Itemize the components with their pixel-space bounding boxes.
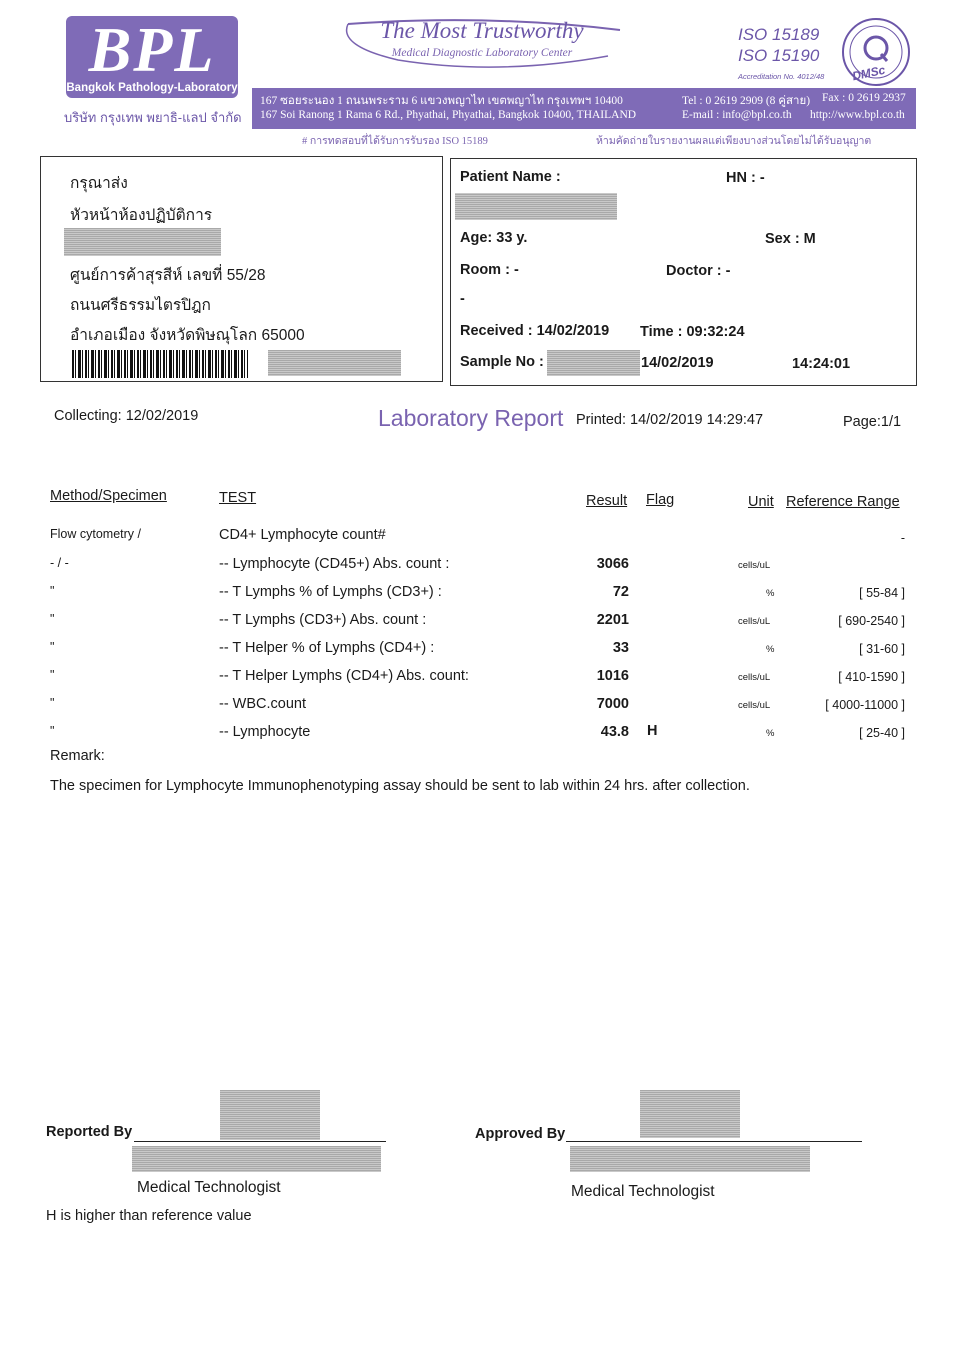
flag-footnote: H is higher than reference value	[46, 1208, 252, 1224]
tagline-sub: Medical Diagnostic Laboratory Center	[391, 47, 573, 59]
table-row	[0, 668, 960, 696]
recipient-line-1: กรุณาส่ง	[70, 175, 128, 192]
redacted-approver-signature	[640, 1090, 740, 1138]
redacted-barcode-number	[268, 350, 401, 376]
accreditation-number: Accreditation No. 4012/48	[738, 72, 825, 81]
sample-time: 14:24:01	[792, 356, 851, 372]
certification-note: # การทดสอบที่ได้รับการรับรอง ISO 15189	[302, 136, 488, 147]
row-test: -- T Lymphs (CD3+) Abs. count :	[219, 612, 427, 628]
row-test: -- WBC.count	[219, 696, 307, 712]
sex-field: Sex : M	[765, 231, 816, 247]
redacted-approver-name	[570, 1146, 810, 1172]
tagline: The Most Trustworthy	[380, 18, 584, 43]
address-thai: 167 ซอยระนอง 1 ถนนพระราม 6 แขวงพญาไท เขตพญาไท กรุงเทพฯ 10400	[260, 95, 623, 107]
row-test: -- T Helper % of Lymphs (CD4+) :	[219, 640, 435, 656]
collecting-date: Collecting: 12/02/2019	[54, 408, 199, 424]
bpl-logo	[66, 16, 238, 98]
email: E-mail : info@bpl.co.th	[682, 109, 792, 121]
fax: Fax : 0 2619 2937	[822, 92, 906, 104]
doctor-field: Doctor : -	[666, 263, 731, 279]
page-number: Page:1/1	[843, 414, 902, 430]
redacted-reporter-name	[132, 1146, 381, 1172]
row-unit: cells/uL	[738, 560, 771, 571]
row-result: 33	[612, 640, 629, 656]
table-row	[0, 696, 960, 724]
sample-no-label: Sample No :	[460, 354, 544, 370]
row-result: 7000	[596, 696, 629, 712]
row-test: -- Lymphocyte	[219, 724, 311, 740]
redacted-sample-number	[547, 350, 640, 376]
company-name-thai: บริษัท กรุงเทพ พยาธิ-แลป จำกัด	[64, 110, 242, 125]
remark-text: The specimen for Lymphocyte Immunophenotyping assay should be sent to lab within 24 hrs. after collection.	[50, 778, 750, 794]
row-test: -- Lymphocyte (CD45+) Abs. count :	[219, 556, 450, 572]
table-row	[0, 640, 960, 668]
remark-label: Remark:	[50, 748, 105, 764]
redacted-reporter-signature	[220, 1090, 320, 1140]
column-header-unit: Unit	[748, 494, 774, 510]
row-reference-range: [ 4000-11000 ]	[825, 698, 905, 712]
row-method: Flow cytometry /	[50, 527, 141, 541]
patient-name-label: Patient Name :	[460, 169, 561, 185]
row-result: 1016	[596, 668, 629, 684]
row-method: "	[50, 724, 55, 738]
redacted-patient-name	[455, 193, 617, 220]
recipient-line-3: ศูนย์การค้าสุรสีห์ เลขที่ 55/28	[70, 267, 266, 284]
row-reference-range: [ 410-1590 ]	[838, 670, 905, 684]
approver-role: Medical Technologist	[571, 1183, 715, 1200]
recipient-line-5: อำเภอเมือง จังหวัดพิษณุโลก 65000	[70, 327, 305, 344]
iso-15189: ISO 15189	[738, 25, 820, 44]
row-unit: %	[766, 728, 775, 739]
hn-field: HN : -	[726, 170, 765, 186]
column-header-flag: Flag	[646, 492, 675, 508]
row-test: -- T Lymphs % of Lymphs (CD3+) :	[219, 584, 442, 600]
row-unit: cells/uL	[738, 672, 771, 683]
iso-15190: ISO 15190	[738, 46, 820, 65]
row-result: 3066	[596, 556, 629, 572]
row-result: 72	[612, 584, 629, 600]
row-result: 43.8	[600, 724, 629, 740]
seal-text: DMSc	[850, 62, 887, 84]
row-unit: %	[766, 644, 775, 655]
row-unit: cells/uL	[738, 616, 771, 627]
table-row	[0, 612, 960, 640]
copy-restriction-note: ห้ามคัดถ่ายใบรายงานผลแต่เพียงบางส่วนโดยไม่ได้รับอนุญาต	[596, 136, 872, 147]
table-row	[0, 724, 960, 752]
sample-date: 14/02/2019	[641, 355, 714, 371]
row-unit: cells/uL	[738, 700, 771, 711]
phone: Tel : 0 2619 2909 (8 คู่สาย)	[682, 95, 811, 107]
row-test: CD4+ Lymphocyte count#	[219, 527, 386, 543]
address-english: 167 Soi Ranong 1 Rama 6 Rd., Phyathai, Phyathai, Bangkok 10400, THAILAND	[260, 109, 637, 121]
row-method: "	[50, 640, 55, 654]
barcode	[72, 350, 248, 378]
recipient-line-2: หัวหน้าห้องปฏิบัติการ	[70, 207, 213, 224]
row-reference-range: [ 690-2540 ]	[838, 614, 905, 628]
redacted-recipient-name	[64, 228, 221, 256]
logo-text: BPL	[88, 14, 216, 85]
column-header-test: TEST	[219, 490, 257, 506]
row-reference-range: -	[900, 531, 905, 545]
row-test: -- T Helper Lymphs (CD4+) Abs. count:	[219, 668, 469, 684]
reported-by-label: Reported By	[46, 1124, 133, 1140]
age-field: Age: 33 y.	[460, 230, 528, 246]
dash-field: -	[460, 291, 465, 307]
row-method: - / -	[50, 556, 69, 570]
row-reference-range: [ 25-40 ]	[859, 726, 905, 740]
column-header-result: Result	[586, 493, 628, 509]
row-method: "	[50, 612, 55, 626]
address-bar	[252, 88, 916, 129]
approved-by-label: Approved By	[475, 1126, 566, 1142]
time-field: Time : 09:32:24	[640, 324, 745, 340]
column-header-reference-range: Reference Range	[786, 494, 900, 510]
row-reference-range: [ 55-84 ]	[859, 586, 905, 600]
website-link[interactable]: http://www.bpl.co.th	[810, 109, 905, 121]
row-method: "	[50, 696, 55, 710]
row-method: "	[50, 584, 55, 598]
row-reference-range: [ 31-60 ]	[859, 642, 905, 656]
row-result: 2201	[596, 612, 629, 628]
report-title: Laboratory Report	[378, 405, 564, 431]
row-flag: H	[647, 723, 658, 739]
reporter-role: Medical Technologist	[137, 1179, 281, 1196]
column-header-method: Method/Specimen	[50, 488, 167, 504]
table-row	[0, 527, 960, 555]
row-method: "	[50, 668, 55, 682]
table-row	[0, 556, 960, 584]
reported-by-signature-line	[134, 1141, 386, 1142]
recipient-line-4: ถนนศรีธรรมไตรปิฎก	[70, 297, 211, 314]
room-field: Room : -	[460, 262, 519, 278]
table-row	[0, 584, 960, 612]
printed-datetime: Printed: 14/02/2019 14:29:47	[576, 412, 764, 428]
approved-by-signature-line	[566, 1141, 862, 1142]
logo-subtitle: Bangkok Pathology-Laboratory	[66, 82, 238, 94]
row-unit: %	[766, 588, 775, 599]
received-field: Received : 14/02/2019	[460, 323, 610, 339]
